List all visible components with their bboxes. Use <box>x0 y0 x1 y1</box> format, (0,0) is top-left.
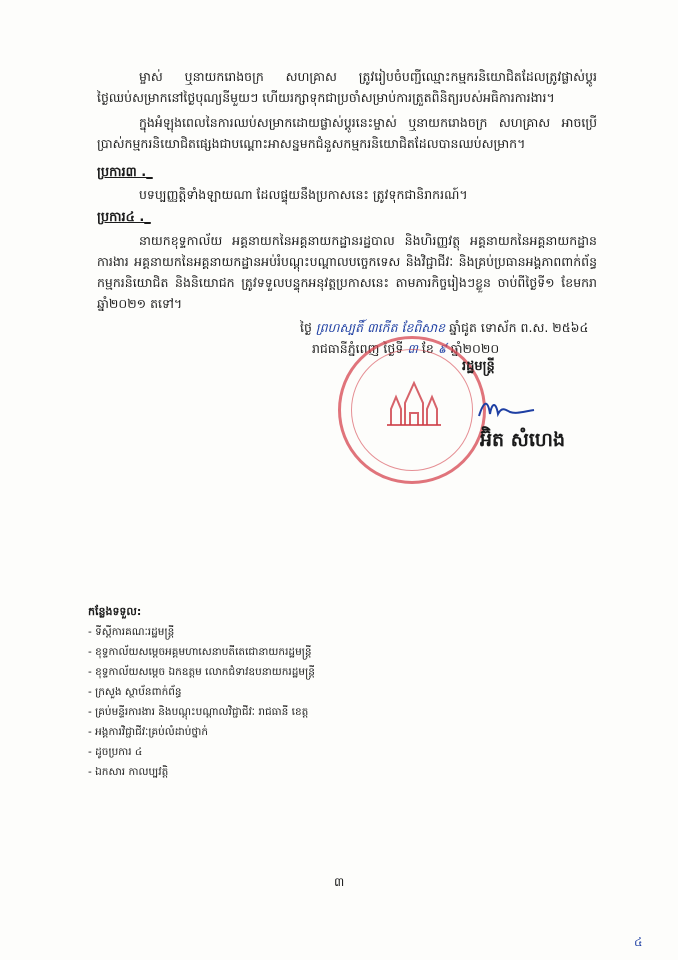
signatory-name: អ៊ិត សំហេង <box>480 429 566 451</box>
solar-date-month-label: ខែ <box>421 341 434 356</box>
article-3-title: ប្រការ៣ ._ <box>97 165 153 180</box>
lunar-date-handwritten: ព្រហស្បតិ៍ ៣កើត ខែពិសាខ <box>315 320 446 335</box>
page-number: ៣ <box>334 875 345 889</box>
solar-date-year: ឆ្នាំ២០២០ <box>450 341 500 356</box>
solar-date-day: ៣ <box>407 341 418 356</box>
lunar-date-prefix: ថ្ងៃ <box>300 320 312 335</box>
article-4-body <box>97 230 597 314</box>
paragraph-1-text: ម្ចាស់ ឬនាយករោងចក្រ សហគ្រាស ត្រូវរៀបចំបញ្ជីឈ្មោះកម្មករនិយោជិតដែលត្រូវផ្លាស់ប្តូរថ្ងៃឈប់សម្រាកនៅថ្ងៃបុណ្យនីមួយៗ ហើយរក្សាទុកជាប្រចាំសម្រាប់ការត្រួតពិនិត្យរបស់អធិការការងារ។ <box>97 69 597 105</box>
recipient-item: - ខុទ្ទកាល័យសម្តេចអគ្គមហាសេនាបតីតេជោនាយករដ្ឋមន្ត្រី <box>88 646 312 658</box>
paragraph-2-text: ក្នុងអំឡុងពេលនៃការឈប់សម្រាកដោយផ្លាស់ប្តូរនេះម្ចាស់ ឬនាយករោងចក្រ សហគ្រាស អាចប្រើប្រាស់កម្មករនិយោជិតផ្សេងជាបណ្តោះអាសន្នមកជំនួសកម្មករនិយោជិតដែលបានឈប់សម្រាក។ <box>97 115 597 151</box>
recipient-item: - ទីស្តីការគណៈរដ្ឋមន្ត្រី <box>88 626 175 638</box>
angkor-temple-icon <box>383 379 445 427</box>
recipient-item: - អង្គការវិជ្ជាជីវៈគ្រប់លំដាប់ថ្នាក់ <box>88 726 209 738</box>
lunar-date-line <box>300 318 600 338</box>
recipients-title: កន្លែងទទួល: <box>88 605 142 618</box>
lunar-date-suffix: ឆ្នាំជូត ទោស័ក ព.ស. ២៥៦៤ <box>449 320 589 335</box>
recipient-item: - ខុទ្ទកាល័យសម្តេច ឯកឧត្តម លោកជំទាវឧបនាយករដ្ឋមន្ត្រី <box>88 666 315 678</box>
paragraph-2 <box>97 112 597 154</box>
recipients-list <box>88 602 408 782</box>
recipient-item: - ឯកសារ កាលប្បវត្តិ <box>88 766 169 778</box>
article-3-text: បទប្បញ្ញត្តិទាំងឡាយណា ដែលផ្ទុយនឹងប្រកាសនេះ ត្រូវទុកជានិរាករណ៍។ <box>139 187 468 202</box>
corner-handwritten-mark: ៤ <box>634 935 643 949</box>
handwritten-signature <box>476 396 536 422</box>
paragraph-1 <box>97 66 597 108</box>
signatory-title: រដ្ឋមន្ត្រី <box>462 359 495 374</box>
article-4-text: នាយកខុទ្ទកាល័យ អគ្គនាយកនៃអគ្គនាយកដ្ឋានរដ្ឋបាល និងហិរញ្ញវត្ថុ អគ្គនាយកនៃអគ្គនាយកដ្ឋានការងារ អគ្គនាយកនៃអគ្គនាយកដ្ឋានអប់រំបណ្តុះបណ្តាលបច្ចេកទេស និងវិជ្ជាជីវៈ និងគ្រប់ប្រធានអង្គភាពពាក់ព័ន្ធ កម្មករនិយោជិត និងនិយោជក ត្រូវទទួលបន្ទុកអនុវត្តប្រកាសនេះ តាមភារកិច្ចរៀងៗខ្លួន ចាប់ពីថ្ងៃទី១ ខែមករា ឆ្នាំ២០២១ តទៅ។ <box>97 233 597 311</box>
article-4-title: ប្រការ៤ ._ <box>97 210 151 225</box>
recipient-item: - គ្រប់មន្ទីរការងារ និងបណ្តុះបណ្តាលវិជ្ជាជីវៈ រាជធានី ខេត្ត <box>88 706 309 718</box>
recipient-item: - ដូចប្រការ ៤ <box>88 746 143 758</box>
article-3-body <box>97 184 597 205</box>
solar-date-prefix: រាជធានីភ្នំពេញ ថ្ងៃទី <box>312 341 404 356</box>
recipient-item: - ក្រសួង ស្ថាប័នពាក់ព័ន្ធ <box>88 686 182 698</box>
solar-date-month: ៩ <box>437 341 447 356</box>
